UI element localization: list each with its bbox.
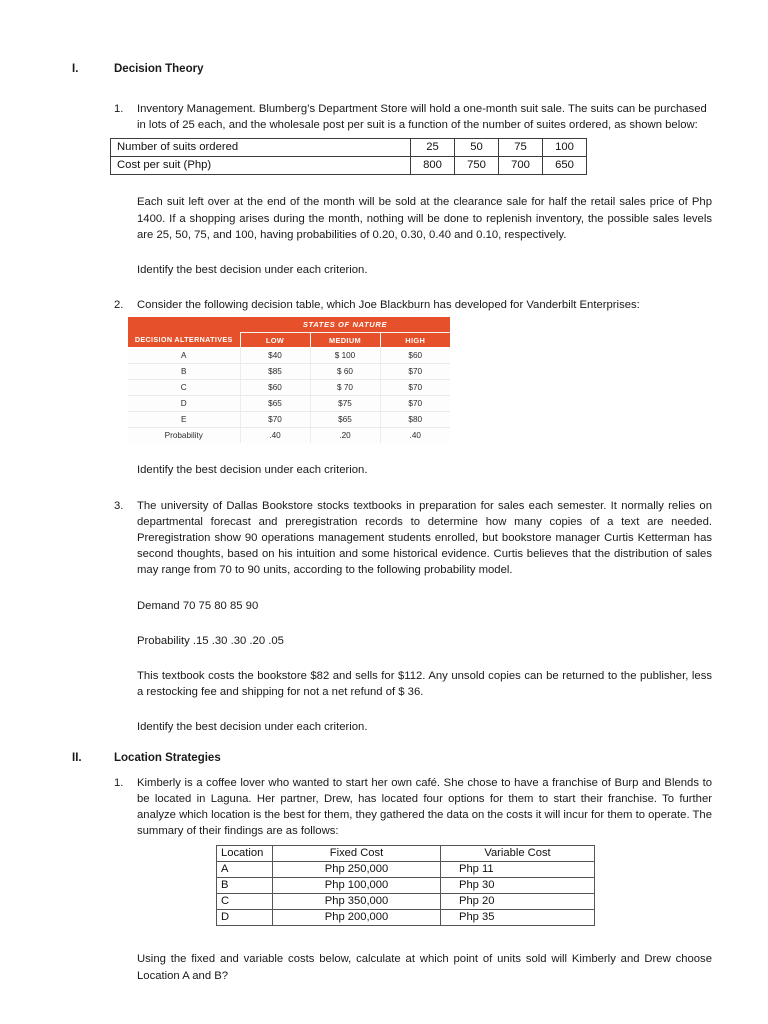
- cell-location-d: D: [217, 910, 273, 926]
- list-item-text: Kimberly is a coffee lover who wanted to start her own café. She chose to have a franchise of Burp and Blends to be located in Laguna. Her partner, Drew, has located four options for them to start their franchise. To further analyze which location is the best for them, they gathered the data on the costs it will incur for them to operate. The summary of their findings are as follows:: [137, 776, 712, 838]
- cell-b-medium: $ 60: [310, 363, 380, 379]
- cell-fixed-a: Php 250,000: [273, 862, 441, 878]
- cell-d-low: $65: [240, 395, 310, 411]
- header-states-of-nature: STATES OF NATURE: [240, 317, 450, 332]
- header-medium: MEDIUM: [310, 332, 380, 347]
- table-header-group-row: [128, 317, 450, 332]
- list-item-3: [114, 498, 712, 579]
- item2-paragraph-1: Identify the best decision under each criterion.: [137, 464, 368, 477]
- cell-b-high: $70: [380, 363, 450, 379]
- cell-cost-2: 700: [499, 157, 543, 175]
- item1-paragraph-1: Each suit left over at the end of the month will be sold at the clearance sale for half the retail sales price of Php 1400. If a shopping arises during the month, nothing will be done to replenish inventory, the possible sales levels are 25, 50, 75, and 100, having probabilities of 0.20, 0.30, 0.40 and 0.10, respectively.: [137, 196, 712, 241]
- row-label-cost-per-suit: Cost per suit (Php): [111, 157, 411, 175]
- table-row-probability: [128, 427, 450, 443]
- cell-c-high: $70: [380, 379, 450, 395]
- cell-ordered-2: 75: [499, 139, 543, 157]
- list-item-text: Consider the following decision table, which Joe Blackburn has developed for Vanderbilt Enterprises:: [137, 299, 640, 312]
- list-item-number: 1.: [114, 776, 124, 789]
- cell-a-medium: $ 100: [310, 347, 380, 363]
- cell-ordered-1: 50: [455, 139, 499, 157]
- header-fixed-cost: Fixed Cost: [273, 846, 441, 862]
- table-row: [217, 910, 595, 926]
- table-header-row: [217, 846, 595, 862]
- list-item-2: [114, 297, 712, 313]
- item3-paragraph-2: Identify the best decision under each criterion.: [137, 721, 368, 734]
- decision-table-wrapper: [128, 317, 450, 443]
- cell-cost-1: 750: [455, 157, 499, 175]
- cell-a-low: $40: [240, 347, 310, 363]
- cell-location-b: B: [217, 878, 273, 894]
- section-numeral: I.: [72, 63, 79, 75]
- cell-alt-d: D: [128, 395, 240, 411]
- section-title: Location Strategies: [114, 751, 221, 764]
- table-row: [217, 894, 595, 910]
- section-title: Decision Theory: [114, 63, 204, 75]
- cell-variable-c: Php 20: [441, 894, 595, 910]
- location-cost-table: [216, 845, 595, 926]
- cell-probability-medium: .20: [310, 427, 380, 443]
- header-variable-cost: Variable Cost: [441, 846, 595, 862]
- section-heading-location-strategies: [72, 751, 712, 766]
- cell-variable-a: Php 11: [441, 862, 595, 878]
- list-item-number: 2.: [114, 299, 124, 312]
- table-row: [128, 347, 450, 363]
- list-item-location-1: [114, 775, 712, 840]
- table-row: [217, 862, 595, 878]
- list-item-number: 1.: [114, 103, 124, 115]
- item1-paragraph-2: Identify the best decision under each criterion.: [137, 264, 368, 277]
- header-spacer: [128, 317, 240, 332]
- cell-b-low: $85: [240, 363, 310, 379]
- list-item-text: Inventory Management. Blumberg’s Department Store will hold a one-month suit sale. The suits can be purchased in lots of 25 each, and the wholesale post per suit is a function of the number of suites ordered, as shown below:: [137, 103, 707, 132]
- table-row: [111, 139, 587, 157]
- header-high: HIGH: [380, 332, 450, 347]
- cell-alt-c: C: [128, 379, 240, 395]
- item3-probability-line: Probability .15 .30 .30 .20 .05: [137, 634, 284, 647]
- cell-location-a: A: [217, 862, 273, 878]
- cell-ordered-3: 100: [543, 139, 587, 157]
- list-item-1: [114, 101, 712, 133]
- item3-paragraph-1: This textbook costs the bookstore $82 and sells for $112. Any unsold copies can be returned to the publisher, less a restocking fee and shipping for not a net refund of $ 36.: [137, 670, 712, 699]
- cell-c-medium: $ 70: [310, 379, 380, 395]
- list-item-text: The university of Dallas Bookstore stocks textbooks in preparation for sales each semester. It normally relies on departmental forecast and preregistration records to determine how many copies of a text are needed. Preregistration show 90 operations management students enrolled, but bookstore manager Curtis Ketterman has second thoughts, based on his intuition and some historical evidence. Curtis believes that the distribution of sales may range from 70 to 90 units, according to the following probability model.: [137, 499, 712, 577]
- cell-location-c: C: [217, 894, 273, 910]
- suits-cost-table: [110, 138, 587, 175]
- item4-closing-paragraph: Using the fixed and variable costs below, calculate at which point of units sold will Kimberly and Drew choose Location A and B?: [137, 953, 712, 982]
- cell-cost-3: 650: [543, 157, 587, 175]
- cell-cost-0: 800: [411, 157, 455, 175]
- cell-fixed-d: Php 200,000: [273, 910, 441, 926]
- cell-a-high: $60: [380, 347, 450, 363]
- cell-e-low: $70: [240, 411, 310, 427]
- header-location: Location: [217, 846, 273, 862]
- cell-alt-b: B: [128, 363, 240, 379]
- cell-ordered-0: 25: [411, 139, 455, 157]
- cell-variable-b: Php 30: [441, 878, 595, 894]
- cell-probability-high: .40: [380, 427, 450, 443]
- cell-c-low: $60: [240, 379, 310, 395]
- table-row: [128, 411, 450, 427]
- cell-d-medium: $75: [310, 395, 380, 411]
- cell-alt-a: A: [128, 347, 240, 363]
- cell-fixed-b: Php 100,000: [273, 878, 441, 894]
- cell-probability-low: .40: [240, 427, 310, 443]
- table-row: [128, 363, 450, 379]
- cell-e-medium: $65: [310, 411, 380, 427]
- item3-demand-line: Demand 70 75 80 85 90: [137, 599, 259, 612]
- list-item-number: 3.: [114, 499, 124, 512]
- cell-alt-e: E: [128, 411, 240, 427]
- header-low: LOW: [240, 332, 310, 347]
- cell-probability-label: Probability: [128, 427, 240, 443]
- decision-table: [128, 317, 450, 443]
- table-row: [111, 157, 587, 175]
- cell-variable-d: Php 35: [441, 910, 595, 926]
- table-header-row: [128, 332, 450, 347]
- cell-d-high: $70: [380, 395, 450, 411]
- row-label-suits-ordered: Number of suits ordered: [111, 139, 411, 157]
- cell-e-high: $80: [380, 411, 450, 427]
- cell-fixed-c: Php 350,000: [273, 894, 441, 910]
- table-row: [128, 395, 450, 411]
- header-decision-alternatives: DECISION ALTERNATIVES: [128, 332, 240, 347]
- section-heading-decision-theory: [72, 62, 712, 77]
- table-row: [128, 379, 450, 395]
- section-numeral: II.: [72, 751, 82, 764]
- table-row: [217, 878, 595, 894]
